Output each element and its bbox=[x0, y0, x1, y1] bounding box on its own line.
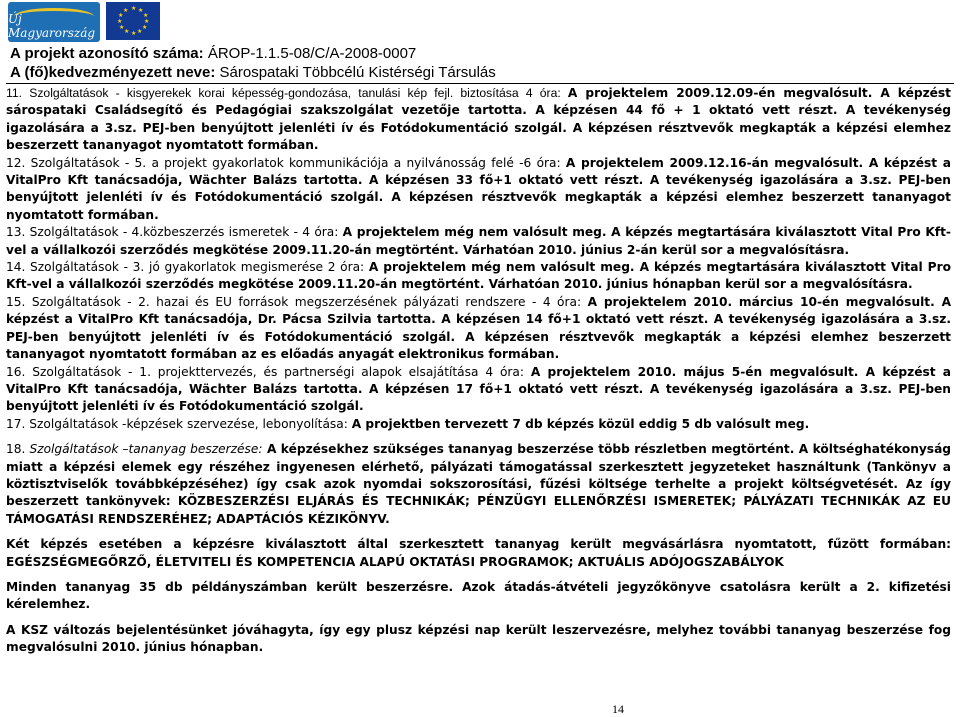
item-18 bbox=[6, 441, 951, 528]
header-divider bbox=[6, 83, 954, 84]
item-12 bbox=[6, 155, 951, 225]
umft-logo-text: Új Magyarország bbox=[8, 12, 96, 40]
item-18-title: Szolgáltatások –tananyag beszerzése: bbox=[29, 442, 263, 457]
umft-logo-icon bbox=[8, 2, 100, 42]
project-id-line bbox=[10, 44, 950, 63]
project-id-value: ÁROP-1.1.5-08/C/A-2008-0007 bbox=[203, 45, 417, 62]
item-17 bbox=[6, 416, 951, 433]
copies-paragraph: Minden tananyag 35 db példányszámban került beszerzésre. Azok átadás-átvételi jegyzőkönyve csatolásra került a 2. kifizetési kérelemhez. bbox=[6, 579, 951, 612]
item-14 bbox=[6, 259, 951, 294]
item-12-status: A projektelem 2009.12.16-án megvalósult. A képzést a VitalPro Kft tanácsadója, Wächter Balázs tartotta. A képzésen 33 fő+1 oktató vett részt. A tevékenység igazolására a 3.sz. PEJ-ben benyújtott jelenléti ív és Fotódokumentáció szolgál. A képzésen résztvevők megkapták a képzési elemhez beszerzett tananyagot nyomtatott formában. bbox=[6, 155, 951, 222]
item-11-title: 11. Szolgáltatások - kisgyerekek korai képesség-gondozása, tanulási kép fejl. biztosítása 4 óra: bbox=[6, 86, 568, 100]
beneficiary-label: A (fő)kedvezményezett neve: bbox=[10, 64, 216, 81]
item-15-title: 15. Szolgáltatások - 2. hazai és EU források megszerzésének pályázati rendszere - 4 óra: bbox=[6, 294, 588, 309]
item-11 bbox=[6, 85, 951, 155]
svg-text:★: ★ bbox=[124, 28, 130, 35]
item-13-topic: közbeszerzés ismeretek - 4 óra: bbox=[143, 225, 343, 240]
svg-text:★: ★ bbox=[138, 7, 144, 14]
item-16-title: 16. Szolgáltatások - 1. projekttervezés, és partnerségi alapok elsajátítása 4 óra: bbox=[6, 364, 531, 379]
report-body bbox=[6, 85, 951, 657]
item-15-status: A projektelem 2010. március 10-én megvalósult. A képzést a VitalPro Kft tanácsadója, Dr. Pácsa Szilvia tartotta. A képzésen 14 fő+1 oktató vett részt. A tevékenység igazolására a 3.sz. PEJ-ben benyújtott jelenléti ív és Fotódokumentáció szolgál. A képzésen résztvevők megkapták a képzési elemhez beszerzett tananyagot nyomtatott formában az es előadás anyagát elektronikus formában. bbox=[6, 294, 952, 362]
item-14-title: 14. Szolgáltatások - 3. jó gyakorlatok megismerése 2 óra: bbox=[6, 260, 369, 275]
eu-flag-icon bbox=[106, 2, 160, 40]
svg-text:★: ★ bbox=[137, 28, 143, 35]
item-15 bbox=[6, 294, 951, 364]
item-17-status: A projektben tervezett 7 db képzés közül eddig 5 db valósult meg. bbox=[351, 416, 810, 431]
beneficiary-value: Sárospataki Többcélú Kistérségi Társulás bbox=[215, 64, 496, 81]
svg-text:★: ★ bbox=[123, 7, 129, 14]
item-17-title: 17. Szolgáltatások -képzések szervezése, lebonyolítása: bbox=[6, 416, 352, 431]
project-id-label: A projekt azonosító száma: bbox=[10, 45, 204, 62]
svg-text:★: ★ bbox=[143, 12, 149, 19]
item-13-title: 13. Szolgáltatások - 4. bbox=[6, 225, 144, 240]
item-18-number: 18. bbox=[6, 442, 30, 457]
header bbox=[0, 0, 960, 44]
project-title-block bbox=[10, 44, 950, 82]
item-13-status: A projektelem még nem valósult meg. A képzés megtartására kiválasztott Vital Pro Kft-vel a vállalkozói szerződés megkötése 2009.11.20-án megtörtént. Várhatóan 2010. június 2-án kerül sor a megvalósításra. bbox=[6, 225, 951, 257]
item-13 bbox=[6, 224, 951, 259]
page-number: 14 bbox=[612, 702, 624, 716]
item-12-title: 12. Szolgáltatások - 5. a projekt gyakorlatok kommunikációja a nyilvánosság felé -6 óra: bbox=[6, 155, 566, 170]
item-11-status: A projektelem 2009.12.09-én megvalósult. A képzést sárospataki Családsegítő és Pedagógiai szakszolgálat vezetője tartotta. A képzésen 44 fő + 1 oktató vett részt. A tevékenység igazolására a 3.sz. PEJ-ben benyújtott jelenléti ív és Fotódokumentáció szolgál. A képzésen résztvevők megkapták a képzési elemhez beszerzett tananyagot nyomtatott formában. bbox=[6, 86, 952, 153]
svg-text:★: ★ bbox=[144, 18, 150, 25]
beneficiary-line bbox=[10, 63, 950, 82]
svg-text:★: ★ bbox=[142, 24, 148, 31]
svg-text:★: ★ bbox=[131, 5, 137, 12]
item-14-status: A projektelem még nem valósult meg. A képzés megtartására kiválasztott Vital Pro Kft-vel a vállalkozói szerződés megkötése 2009.11.20-án megtörtént. Várhatóan 2010. június hónapban kerül sor a megvalósításra. bbox=[6, 260, 951, 292]
svg-text:★: ★ bbox=[131, 30, 137, 37]
ksz-change-paragraph: A KSZ változás bejelentésünket jóváhagyta, így egy plusz képzési nap került leszervezésre, melyhez további tananyag beszerzése fog megvalósulni 2010. június hónapban. bbox=[6, 622, 951, 655]
svg-text:★: ★ bbox=[118, 12, 124, 19]
item-16-status: A projektelem 2010. május 5-én megvalósult. A képzést a VitalPro Kft tanácsadója, Wächter Balázs tartotta. A képzésen 17 fő+1 oktató vett részt. A tevékenység igazolására a 3.sz. PEJ-ben benyújtott jelenléti ív és Fotódokumentáció szolgál. bbox=[6, 364, 952, 414]
svg-text:★: ★ bbox=[117, 18, 123, 25]
purchased-materials-paragraph: Két képzés esetében a képzésre kiválasztott által szerkesztett tananyag került megvásárlásra nyomtatott, fűzött formában: EGÉSZSÉGMEGŐRZŐ, ÉLETVITELI ÉS KOMPETENCIA ALAPÚ OKTATÁSI PROGRAMOK; AKTUÁLIS ADÓJOGSZABÁLYOK bbox=[6, 537, 951, 569]
svg-text:★: ★ bbox=[119, 24, 125, 31]
item-18-status: A képzésekhez szükséges tananyag beszerzése több részletben megtörtént. A költséghatékonyság miatt a képzési elemek egy részéhez ingyenesen elérhető, pályázati támogatással szerkesztett jegyzeteket használtunk (Tankönyv a köztisztviselők továbbképzéséhez) így csak azok nyomdai sokszorosítási, fűzési költsége terhelte a projekt költségvetését. Az így beszerzett tankönyvek: KÖZBESZERZÉSI ELJÁRÁS ÉS TECHNIKÁK; PÉNZÜGYI ELLENŐRZÉSI ISMERETEK; PÁLYÁZATI TECHNIKÁK AZ EU TÁMOGATÁSI RENDSZERÉHEZ; ADAPTÁCIÓS KÉZIKÖNYV. bbox=[6, 442, 952, 526]
item-16 bbox=[6, 364, 951, 416]
